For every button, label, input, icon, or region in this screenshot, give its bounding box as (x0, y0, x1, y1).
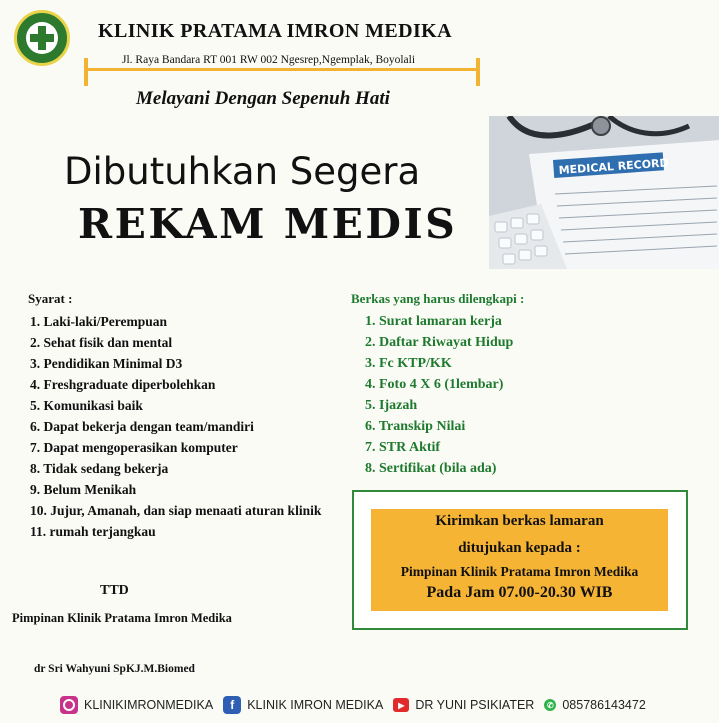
list-item: 1. Surat lamaran kerja (365, 314, 502, 329)
headline: Dibutuhkan Segera (64, 150, 421, 193)
doctor-name: dr Sri Wahyuni SpKJ.M.Biomed (34, 663, 195, 675)
list-item: 7. STR Aktif (365, 440, 441, 455)
list-item: 5. Komunikasi baik (30, 398, 143, 413)
list-item: 8. Tidak sedang bekerja (30, 461, 169, 476)
whatsapp-number[interactable]: 085786143472 (562, 698, 646, 712)
list-item: 5. Ijazah (365, 398, 418, 413)
requirements-list (30, 311, 321, 542)
list-item: 3. Pendidikan Minimal D3 (30, 356, 183, 371)
requirements-title: Syarat : (28, 291, 73, 306)
header-underline (84, 68, 480, 71)
list-item: 4. Freshgraduate diperbolehkan (30, 377, 216, 392)
list-item: 1. Laki-laki/Perempuan (30, 314, 168, 329)
photo-form-label: MEDICAL RECORD (558, 156, 670, 177)
submission-hours: Pada Jam 07.00-20.30 WIB (426, 584, 613, 601)
facebook-handle[interactable]: KLINIK IMRON MEDIKA (247, 698, 384, 712)
instagram-handle[interactable]: KLINIKIMRONMEDIKA (84, 698, 214, 712)
list-item: 11. rumah terjangkau (30, 524, 156, 539)
list-item: 2. Sehat fisik dan mental (30, 335, 173, 350)
clinic-name: KLINIK PRATAMA IMRON MEDIKA (98, 20, 452, 42)
list-item: 2. Daftar Riwayat Hidup (365, 335, 514, 350)
submission-recipient: Pimpinan Klinik Pratama Imron Medika (400, 564, 639, 579)
instagram-icon (60, 696, 78, 714)
tagline: Melayani Dengan Sepenuh Hati (136, 88, 390, 109)
youtube-channel[interactable]: DR YUNI PSIKIATER (415, 698, 535, 712)
list-item: 10. Jujur, Amanah, dan siap menaati aturan klinik (30, 503, 322, 518)
medical-record-photo (489, 116, 719, 269)
header-bracket-left (84, 58, 88, 86)
submission-line-1: Kirimkan berkas lamaran (435, 513, 604, 529)
list-item: 9. Belum Menikah (30, 482, 137, 497)
clinic-address: Jl. Raya Bandara RT 001 RW 002 Ngesrep,Ngemplak, Boyolali (122, 54, 416, 66)
signature-label: TTD (100, 583, 129, 598)
header-bracket-right (476, 58, 480, 86)
list-item: 4. Foto 4 X 6 (1lembar) (365, 377, 504, 392)
list-item: 7. Dapat mengoperasikan komputer (30, 440, 238, 455)
documents-list (365, 311, 513, 479)
footer-contacts (60, 693, 646, 717)
job-title: REKAM MEDIS (78, 200, 458, 248)
youtube-icon: ▶ (393, 698, 409, 712)
list-item: 8. Sertifikat (bila ada) (365, 461, 497, 476)
whatsapp-icon: ✆ (544, 699, 556, 711)
clinic-logo (14, 10, 70, 66)
list-item: 3. Fc KTP/KK (365, 356, 452, 371)
submission-line-2: ditujukan kepada : (458, 540, 581, 556)
list-item: 6. Dapat bekerja dengan team/mandiri (30, 419, 254, 434)
signature-position: Pimpinan Klinik Pratama Imron Medika (12, 611, 232, 625)
documents-title: Berkas yang harus dilengkapi : (351, 291, 525, 306)
list-item: 6. Transkip Nilai (365, 419, 466, 434)
facebook-icon: f (223, 696, 241, 714)
